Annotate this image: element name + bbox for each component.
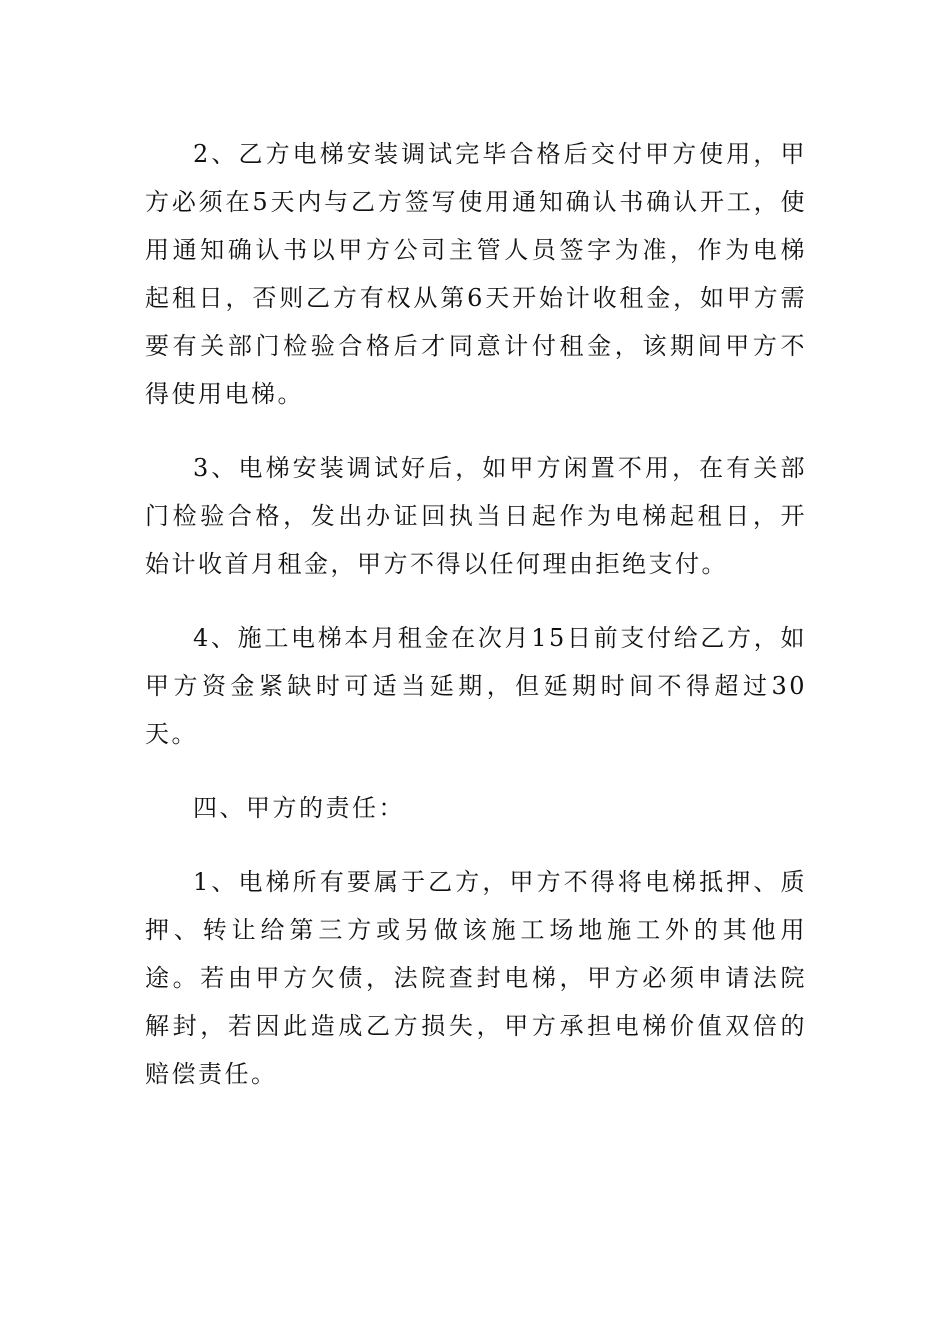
paragraph-clause-2: 2、乙方电梯安装调试完毕合格后交付甲方使用，甲方必须在5天内与乙方签写使用通知确认书确认开工，使用通知确认书以甲方公司主管人员签字为准，作为电梯起租日，否则乙方有权从第6天开始计收租金，如甲方需要有关部门检验合格后才同意计付租金，该期间甲方不得使用电梯。: [145, 140, 807, 408]
section-heading-party-a-responsibility: 四、甲方的责任：: [193, 794, 405, 822]
paragraph-responsibility-1: 1、电梯所有要属于乙方，甲方不得将电梯抵押、质押、转让给第三方或另做该施工场地施工外的其他用途。若由甲方欠债，法院查封电梯，甲方必须申请法院解封，若因此造成乙方损失，甲方承担电梯价值双倍的赔偿责任。: [145, 868, 807, 1088]
paragraph-clause-4: 4、施工电梯本月租金在次月15日前支付给乙方，如甲方资金紧缺时可适当延期，但延期时间不得超过30天。: [145, 624, 807, 748]
document-body: [145, 130, 807, 1124]
paragraph-clause-3: 3、电梯安装调试好后，如甲方闲置不用，在有关部门检验合格，发出办证回执当日起作为电梯起租日，开始计收首月租金，甲方不得以任何理由拒绝支付。: [145, 454, 807, 578]
